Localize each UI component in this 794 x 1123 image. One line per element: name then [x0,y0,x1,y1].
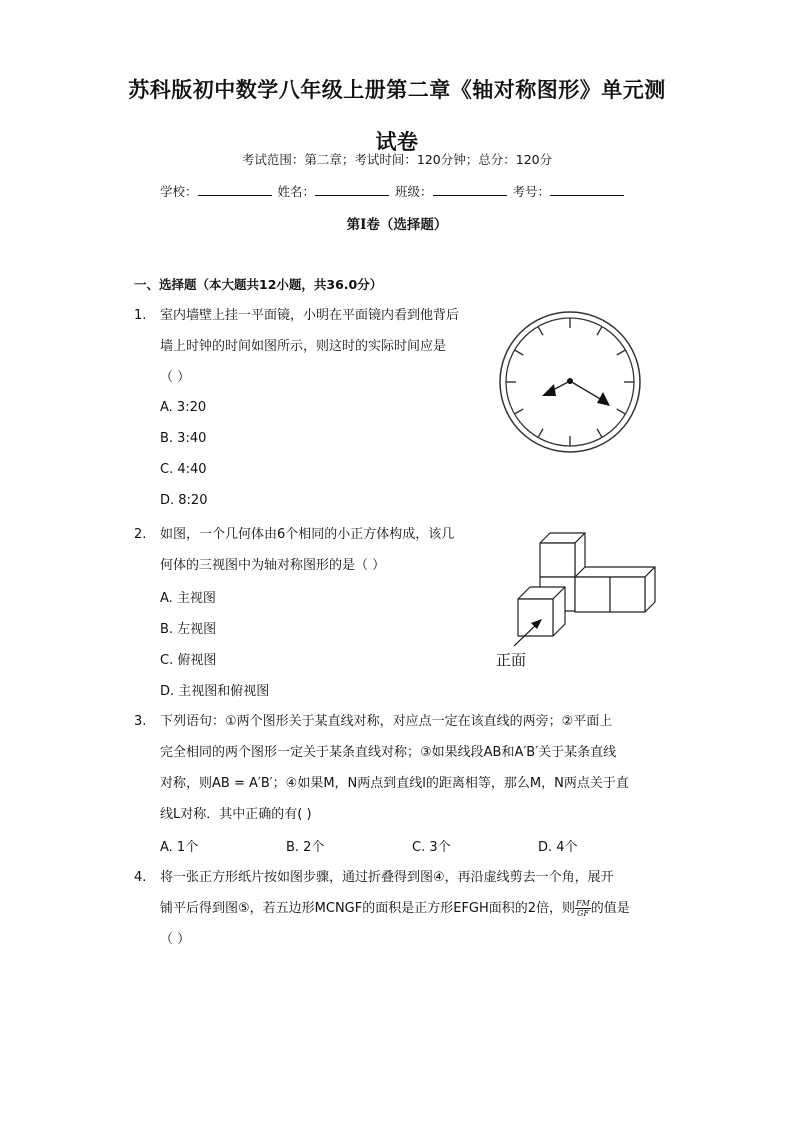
front-view-label: 正面 [496,651,527,669]
question-1-text [160,300,490,393]
question-1-option-b[interactable]: B. 3:40 [160,431,207,446]
clock-tick [597,429,602,438]
question-2-option-b[interactable]: B. 左视图 [160,622,217,637]
name-blank[interactable] [315,183,389,196]
question-3-option-c[interactable]: C. 3个 [412,840,451,855]
question-2-option-c[interactable]: C. 俯视图 [160,653,217,668]
clock-center [567,378,573,384]
class-blank[interactable] [433,183,507,196]
question-1-line-1: 室内墙壁上挂一平面镜，小明在平面镜内看到他背后 [160,308,460,323]
question-3-line-4: 线L对称．其中正确的有( ) [160,807,312,822]
clock-hand-left-arrow [542,384,556,396]
title-line-1: 苏科版初中数学八年级上册第二章《轴对称图形》单元测 [128,77,666,102]
question-3-number: 3. [134,714,147,729]
cube-figure [494,530,664,676]
question-1-option-d[interactable]: D. 8:20 [160,493,208,508]
clock-tick [515,350,524,355]
school-label: 学校： [160,184,198,199]
question-3-option-b[interactable]: B. 2个 [286,840,325,855]
question-3-text [160,706,680,830]
question-4-line-3: （ ） [160,932,191,947]
clock-tick [515,409,524,414]
title-line-2: 试卷 [375,129,419,154]
volume-heading: 第I卷（选择题） [346,217,448,233]
question-4-number: 4. [134,870,147,885]
number-blank[interactable] [550,183,624,196]
question-4-text [160,862,684,955]
question-4-line-1: 将一张正方形纸片按如图步骤，通过折叠得到图④，再沿虚线剪去一个角，展开 [160,870,614,885]
fraction-denominator: GF [576,909,589,918]
question-1-option-a[interactable]: A. 3:20 [160,400,207,415]
student-info-row [160,182,626,200]
question-2-text [160,519,490,581]
question-2-line-1: 如图，一个几何体由6个相同的小正方体构成，该几 [160,527,455,542]
cube-front-face [518,599,553,636]
exam-meta: 考试范围：第二章；考试时间：120分钟；总分：120分 [241,152,553,167]
question-3-option-a[interactable]: A. 1个 [160,840,199,855]
question-4-line-2b: 的值是 [590,901,630,916]
question-1-number: 1. [134,308,147,323]
name-label: 姓名： [277,184,316,199]
clock-hand-right [570,381,602,400]
class-label: 班级： [395,184,433,199]
question-4-line-2 [160,893,684,924]
question-3-option-d[interactable]: D. 4个 [538,840,578,855]
school-blank[interactable] [198,183,272,196]
clock-figure [498,306,642,456]
question-1-line-3: （ ） [160,370,191,385]
cube-tower-front-upper [540,543,575,577]
fraction-fm-over-gf [575,899,591,918]
question-1-option-c[interactable]: C. 4:40 [160,462,207,477]
question-3-options [160,836,680,855]
cube-right-front-2 [610,577,645,612]
clock-tick [617,350,626,355]
clock-tick [538,429,543,438]
question-2-option-a[interactable]: A. 主视图 [160,591,216,606]
section-heading: 一、选择题（本大题共12小题，共36.0分） [134,277,383,292]
question-1-line-2: 墙上时钟的时间如图所示，则这时的实际时间应是 [160,339,447,354]
question-3-line-2: 完全相同的两个图形一定关于某条直线对称；③如果线段AB和A′B′关于某条直线 [160,745,617,760]
question-3-line-1: 下列语句：①两个图形关于某直线对称，对应点一定在该直线的两旁；②平面上 [160,714,613,729]
question-3-line-3: 对称，则AB = A′B′；④如果M，N两点到直线l的距离相等，那么M，N两点关于直 [160,776,629,791]
clock-tick [538,327,543,336]
number-label: 考号： [512,184,551,199]
cube-right-front-1 [575,577,610,612]
question-2-number: 2. [134,527,147,542]
question-4-line-2a: 铺平后得到图⑤，若五边形MCNGF的面积是正方形EFGH面积的2倍，则 [160,901,576,916]
clock-tick [597,327,602,336]
question-2-option-d[interactable]: D. 主视图和俯视图 [160,684,270,699]
clock-tick [617,409,626,414]
question-2-line-2: 何体的三视图中为轴对称图形的是（ ） [160,558,386,573]
fraction-numerator: FM [576,899,590,908]
cube-right-top [575,567,655,577]
